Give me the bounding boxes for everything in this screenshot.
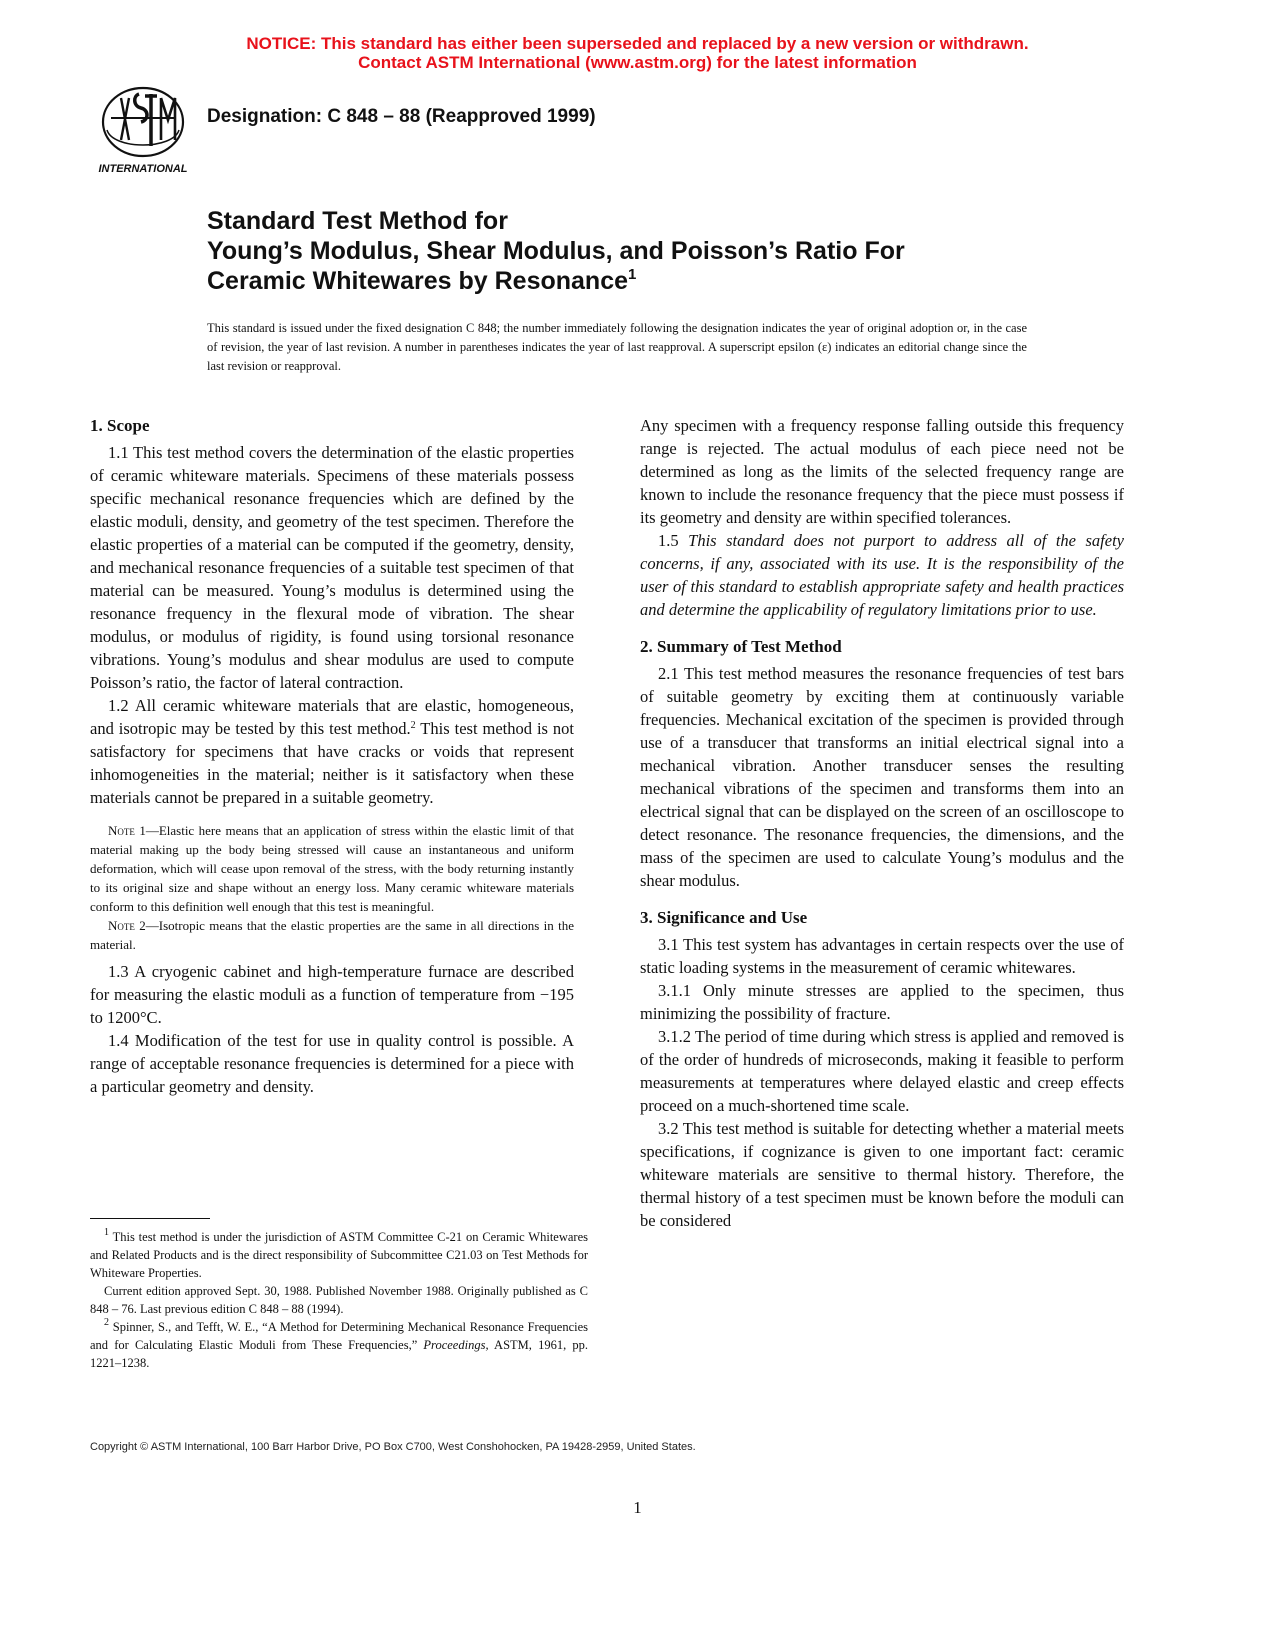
withdrawal-notice (0, 34, 1275, 72)
notice-line-2: Contact ASTM International (www.astm.org) for the latest information (358, 53, 917, 72)
title-line-2: Young’s Modulus, Shear Modulus, and Poisson’s Ratio For (207, 237, 905, 265)
paragraph-3-2: 3.2 This test method is suitable for detecting whether a material meets specifications, if cognizance is given to one important fact: ceramic whiteware materials are sensitive to thermal history. Therefore, the thermal history of a test specimen must be known before the moduli can be considered (640, 1119, 1124, 1230)
logo-text: INTERNATIONAL (98, 163, 188, 175)
footnote-1 (90, 1228, 588, 1282)
paragraph-1-5-num: 1.5 (658, 531, 689, 550)
section-heading-scope: 1. Scope (90, 416, 150, 435)
title-footnote-ref: 1 (628, 266, 637, 283)
footnotes (90, 1228, 588, 1372)
footnote-2-italic: Proceedings, (423, 1338, 489, 1352)
notice-line-1: NOTICE: This standard has either been superseded and replaced by a new version or withdrawn. (246, 34, 1029, 53)
astm-logo-icon (93, 84, 193, 176)
paragraph-1-5-text: This standard does not purport to address all of the safety concerns, if any, associated with its use. It is the responsibility of the user of this standard to establish appropriate safety and health practices and determine the applicability of regulatory limitations prior to use. (640, 531, 1124, 619)
paragraph-1-4-b: Any specimen with a frequency response falling outside this frequency range is rejected. The actual modulus of each piece need not be determined as long as the limits of the selected frequency range are known to include the resonance frequency that the piece must possess if its geometry and density are within specified tolerances. (640, 416, 1124, 527)
note-1-label: Note 1 (108, 823, 146, 838)
footnote-1-edition: Current edition approved Sept. 30, 1988. Published November 1988. Originally published as C 848 – 76. Last previous edition C 848 – 88 (1994). (90, 1284, 588, 1316)
document-title (207, 206, 1107, 296)
left-column (90, 414, 574, 1098)
title-line-3-text: Ceramic Whitewares by Resonance (207, 267, 628, 295)
copyright-line: Copyright © ASTM International, 100 Barr Harbor Drive, PO Box C700, West Conshohocken, PA 19428-2959, United States. (90, 1441, 696, 1453)
title-line-1: Standard Test Method for (207, 207, 508, 235)
footnote-2-text-b: ASTM, 1961, pp. 1221–1238. (90, 1338, 588, 1370)
designation: Designation: C 848 – 88 (Reapproved 1999) (207, 106, 596, 127)
title-line-3 (207, 266, 1107, 296)
footnote-divider (90, 1218, 210, 1219)
footnote-1-ref: 1 (104, 1227, 109, 1238)
note-1 (90, 821, 574, 916)
footnote-2-ref: 2 (104, 1317, 109, 1328)
footnote-2-text-a: Spinner, S., and Tefft, W. E., “A Method for Determining Mechanical Resonance Frequencies and for Calculating Elastic Moduli from These Frequencies,” (90, 1320, 588, 1352)
paragraph-1-1: 1.1 This test method covers the determination of the elastic properties of ceramic whiteware materials. Specimens of these materials possess specific mechanical resonance frequencies which are defined by the elastic moduli, density, and geometry of the test specimen. Therefore the elastic properties of a material can be computed if the geometry, density, and mechanical resonance frequencies of a suitable test specimen of that material can be measured. Young’s modulus is determined using the resonance frequency in the flexural mode of vibration. The shear modulus, or modulus of rigidity, is found using torsional resonance vibrations. Young’s modulus and shear modulus are used to compute Poisson’s ratio, the factor of lateral contraction. (90, 443, 574, 692)
section-heading-summary: 2. Summary of Test Method (640, 637, 842, 656)
page-number: 1 (633, 1498, 642, 1517)
paragraph-1-2 (90, 694, 574, 809)
footnote-2 (90, 1318, 588, 1372)
intro-paragraph: This standard is issued under the fixed designation C 848; the number immediately following the designation indicates the year of original adoption or, in the case of revision, the year of last revision. A number in parentheses indicates the year of last reapproval. A superscript epsilon (ε) indicates an editorial change since the last revision or reapproval. (207, 321, 1027, 373)
paragraph-1-4-a: 1.4 Modification of the test for use in quality control is possible. A range of acceptable resonance frequencies is determined for a piece with a particular geometry and density. (90, 1031, 574, 1096)
paragraph-3-1-1: 3.1.1 Only minute stresses are applied to the specimen, thus minimizing the possibility of fracture. (640, 981, 1124, 1023)
note-2-label: Note 2 (108, 918, 146, 933)
note-2-text: —Isotropic means that the elastic properties are the same in all directions in the material. (90, 918, 574, 952)
paragraph-1-2-b: This test method is not satisfactory for specimens that have cracks or voids that represent inhomogeneities in the material; neither is it satisfactory when these materials cannot be prepared in a suitable geometry. (90, 719, 575, 807)
paragraph-1-2-a: 1.2 All ceramic whiteware materials that are elastic, homogeneous, and isotropic may be tested by this test method. (90, 696, 574, 738)
note-1-text: —Elastic here means that an application of stress within the elastic limit of that material making up the body being stressed will cause an instantaneous and uniform deformation, which will cease upon removal of the stress, with the body returning instantly to its original size and shape without an energy loss. Many ceramic whiteware materials conform to this definition well enough that this test is meaningful. (90, 823, 574, 914)
astm-logo (93, 84, 193, 176)
footnote-1-text: This test method is under the jurisdiction of ASTM Committee C-21 on Ceramic Whitewares and Related Products and is the direct responsibility of Subcommittee C21.03 on Test Methods for Whiteware Properties. (90, 1230, 588, 1280)
paragraph-1-5 (640, 529, 1124, 621)
section-heading-significance: 3. Significance and Use (640, 908, 808, 927)
footnote-ref-2: 2 (410, 720, 416, 731)
right-column (640, 414, 1124, 1232)
paragraph-2-1: 2.1 This test method measures the resonance frequencies of test bars of suitable geometry by exciting them at continuously variable frequencies. Mechanical excitation of the specimen is provided through use of a transducer that transforms an initial electrical signal into a mechanical vibration. Another transducer senses the resulting mechanical vibrations of the specimen and transforms them into an electrical signal that can be displayed on the screen of an oscilloscope to detect resonance. The resonance frequencies, the dimensions, and the mass of the specimen are used to calculate Young’s modulus and the shear modulus. (640, 664, 1124, 890)
note-2 (90, 916, 574, 954)
paragraph-1-3: 1.3 A cryogenic cabinet and high-temperature furnace are described for measuring the elastic moduli as a function of temperature from −195 to 1200°C. (90, 962, 574, 1027)
paragraph-3-1-2: 3.1.2 The period of time during which stress is applied and removed is of the order of hundreds of microseconds, making it feasible to perform measurements at temperatures where delayed elastic and creep effects proceed on a much-shortened time scale. (640, 1027, 1124, 1115)
paragraph-3-1: 3.1 This test system has advantages in certain respects over the use of static loading systems in the measurement of ceramic whitewares. (640, 935, 1124, 977)
